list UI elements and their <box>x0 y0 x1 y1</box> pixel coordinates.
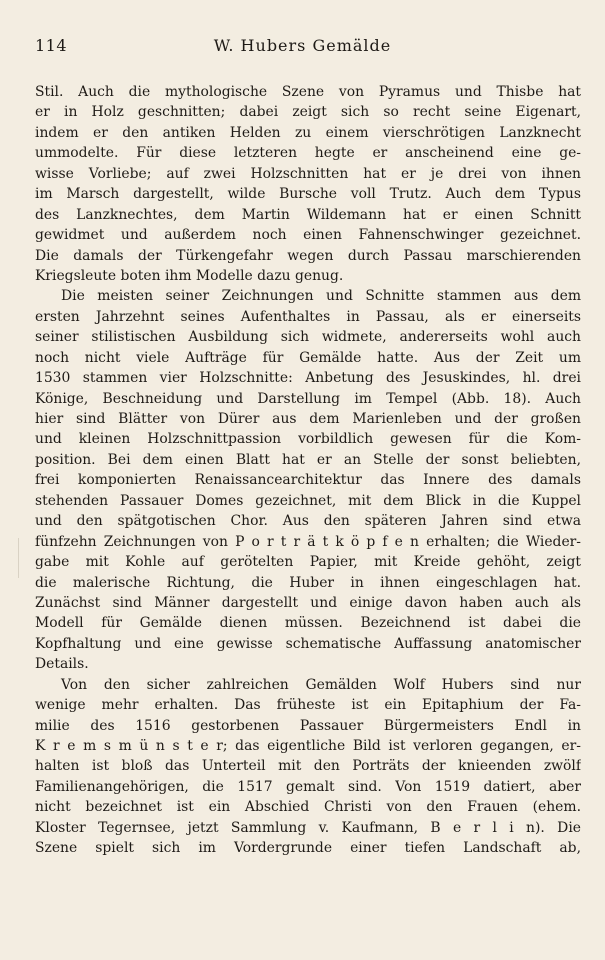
text-line: er in Holz geschnitten; dabei zeigt sich so recht seine Eigenart, <box>35 104 581 121</box>
text-line: noch nicht viele Aufträge für Gemälde hatte. Aus der Zeit um <box>35 349 581 366</box>
text-line: stehenden Passauer Domes gezeichnet, mit dem Blick in die Kuppel <box>35 492 581 509</box>
text-line: des Lanzknechtes, dem Martin Wildemann hat er einen Schnitt <box>35 206 581 223</box>
running-head-title: W. Hubers Gemälde <box>213 36 392 55</box>
text-line: Details. <box>35 656 89 673</box>
text-line: gewidmet und außerdem noch einen Fahnenschwinger gezeichnet. <box>35 227 581 244</box>
text-line: halten ist bloß das Unterteil mit den Porträts der knieenden zwölf <box>35 758 581 775</box>
text-line: seiner stilistischen Ausbildung sich widmete, andererseits wohl auch <box>35 329 581 346</box>
text-line: nicht bezeichnet ist ein Abschied Christi von den Frauen (ehem. <box>35 799 581 816</box>
text-line: und kleinen Holzschnittpassion vorbildlich gewesen für die Kom- <box>35 431 581 448</box>
paragraph <box>35 675 581 859</box>
text-line: Könige, Beschneidung und Darstellung im Tempel (Abb. 18). Auch <box>35 390 581 407</box>
text-line: Zunächst sind Männer dargestellt und einige davon haben auch als <box>35 594 581 611</box>
text-line: Kopfhaltung und eine gewisse schematische Auffassung anatomischer <box>35 635 581 652</box>
text-line: frei komponierten Renaissancearchitektur das Innere des damals <box>35 472 581 489</box>
page-number: 114 <box>35 36 68 55</box>
text-line: hier sind Blätter von Dürer aus dem Marienleben und der großen <box>35 411 581 427</box>
text-line: Modell für Gemälde dienen müssen. Bezeichnend ist dabei die <box>35 615 581 632</box>
text-line: und den spätgotischen Chor. Aus den späteren Jahren sind etwa <box>35 513 581 530</box>
text-line: indem er den antiken Helden zu einem vierschrötigen Lanzknecht <box>35 124 581 141</box>
text-line: die malerische Richtung, die Huber in ihnen eingeschlagen hat. <box>35 574 581 591</box>
text-line: wenige mehr erhalten. Das früheste ist ein Epitaphium der Fa- <box>35 697 581 714</box>
text-line: im Marsch dargestellt, wilde Bursche voll Trutz. Auch dem Typus <box>35 186 581 203</box>
running-header <box>35 36 570 60</box>
text-line: position. Bei dem einen Blatt hat er an Stelle der sonst beliebten, <box>35 451 581 468</box>
text-line: Die meisten seiner Zeichnungen und Schnitte stammen aus dem <box>61 288 581 305</box>
text-line: K r e m s m ü n s t e r; das eigentliche Bild ist verloren gegangen, er- <box>35 738 581 754</box>
text-line: milie des 1516 gestorbenen Passauer Bürgermeisters Endl in <box>35 717 581 734</box>
text-line: gabe mit Kohle auf gerötelten Papier, mit Kreide gehöht, zeigt <box>35 554 581 571</box>
text-line: ummodelte. Für diese letzteren hegte er anscheinend eine ge- <box>35 145 581 162</box>
text-line: wisse Vorliebe; auf zwei Holzschnitten hat er je drei von ihnen <box>35 165 581 182</box>
text-line: Szene spielt sich im Vordergrunde einer tiefen Landschaft ab, <box>35 840 581 857</box>
text-line: Die damals der Türkengefahr wegen durch Passau marschierenden <box>35 247 581 264</box>
body-text <box>35 82 581 859</box>
text-line: fünfzehn Zeichnungen von P o r t r ä t k ö p f e n erhalten; die Wieder- <box>35 533 581 550</box>
text-line: ersten Jahrzehnt seines Aufenthaltes in Passau, als er einerseits <box>35 308 581 325</box>
paragraph <box>35 82 581 286</box>
margin-mark <box>18 538 19 578</box>
text-line: Kriegsleute boten ihm Modelle dazu genug. <box>35 267 344 284</box>
text-line: Kloster Tegernsee, jetzt Sammlung v. Kaufmann, B e r l i n). Die <box>35 819 581 836</box>
text-line: Stil. Auch die mythologische Szene von Pyramus und Thisbe hat <box>35 84 581 100</box>
text-line: Familienangehörigen, die 1517 gemalt sind. Von 1519 datiert, aber <box>35 778 581 795</box>
paragraph <box>35 286 581 674</box>
text-line: 1530 stammen vier Holzschnitte: Anbetung des Jesuskindes, hl. drei <box>35 370 581 387</box>
text-line: Von den sicher zahlreichen Gemälden Wolf Hubers sind nur <box>61 676 581 693</box>
